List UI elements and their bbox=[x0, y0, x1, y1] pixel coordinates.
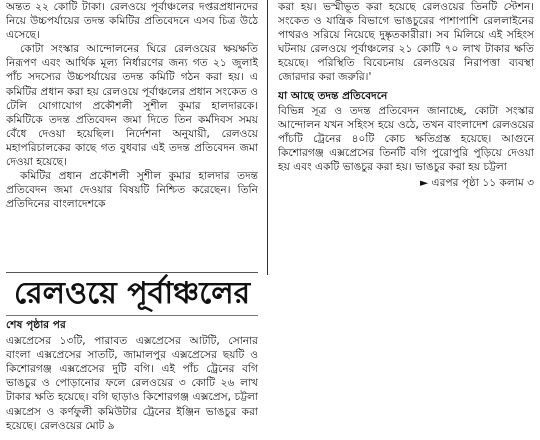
left-article-column bbox=[6, 0, 258, 272]
continued-from-label: শেষ পৃষ্ঠার পর bbox=[6, 319, 66, 331]
headline-divider bbox=[6, 315, 258, 316]
continuation-article bbox=[6, 318, 258, 440]
continuation-headline: রেলওয়ে পূর্বাঞ্চলের bbox=[14, 276, 251, 311]
paragraph: এক্সপ্রেসের ১৩টি, পারাবত এক্সপ্রেসের আটটি, সোনার বাংলা এক্সপ্রেসের সাতটি, জামালপুর এক্সপ্রেসের ছয়টি ও কিশোরগঞ্জ এক্সপ্রেসের দুটি বগি। এই পাঁচ ট্রেনের বগি ভাঙচুর ও পোড়ানোর ফলে রেলওয়ের ৩ কোটি ২৬ লাখ টাকার ক্ষতি হয়েছে। বগি ছাড়াও কিশোরগঞ্জ এক্সপ্রেস, চট্টলা এক্সপ্রেস ও কর্ণফুলী কমিউটার ট্রেনের ইঞ্জিন ভাঙচুর করা হয়েছে। রেলওয়ের মোট ৯ bbox=[6, 335, 258, 432]
paragraph: করা হয়। ভস্মীভূত করা হয়েছে রেলওয়ের তিনটি স্টেশন। সংকেত ও যান্ত্রিক বিভাগে ভাঙচুরের পাশাপাশি রেললাইনের পাথরও সরিয়ে নিয়েছে দুষ্কৃতকারীরা। সব মিলিয়ে এই সহিংস ঘটনায় রেলওয়ে পূর্বাঞ্চলের ২১ কোটি ৭০ লাখ টাকার ক্ষতি হয়েছে। পরিস্থিতি বিবেচনায় রেলওয়ের নিরাপত্তা ব্যবস্থা জোরদার করা জরুরি।' bbox=[278, 1, 534, 84]
section-subhead: যা আছে তদন্ত প্রতিবেদনে bbox=[278, 89, 388, 102]
column-divider bbox=[267, 0, 268, 275]
section-divider bbox=[6, 272, 258, 273]
paragraph: কোটা সংস্কার আন্দোলনের ঘিরে রেলওয়ের ক্ষয়ক্ষতি নিরূপণ এবং আর্থিক মূল্য নির্ধারণের জন্য গত ২১ জুলাই পাঁচ সদস্যের উচ্চপর্যায়ের তদন্ত কমিটি গঠন করা হয়। এ কমিটির প্রধান করা হয় রেলওয়ে পূর্বাঞ্চলের প্রধান সংকেত ও টেলি যোগাযোগ প্রকৌশলী সুশীল কুমার হালদারকে। কমিটিকে তদন্ত প্রতিবেদন জমা দিতে তিন কর্মদিবস সময় বেঁধে দেওয়া হয়েছিল। নির্দেশনা অনুযায়ী, রেলওয়ে মহাপরিচালকের কাছে গত বুধবার এই তদন্ত প্রতিবেদন জমা দেওয়া হয়েছে। bbox=[6, 43, 258, 169]
continued-on-page-line: ► এরপর পৃষ্ঠা ১১ কলাম ৩ bbox=[420, 177, 534, 190]
right-article-column bbox=[278, 0, 534, 250]
paragraph: বিভিন্ন সূত্র ও তদন্ত প্রতিবেদন জানাচ্ছে, কোটা সংস্কার আন্দোলন যখন সহিংস হয়ে ওঠে, তখন বাংলাদেশ রেলওয়ের পাঁচটি ট্রেনের ৪০টি কোচ ক্ষতিগ্রস্ত হয়েছে। আগুনে কিশোরগঞ্জ এক্সপ্রেসের তিনটি বগি পুরোপুরি পুড়িয়ে দেওয়া হয় এবং একটি ভাঙচুর করা হয়। ভাঙচুর করা হয় চট্টলা bbox=[278, 104, 534, 174]
paragraph: কমিটির প্রধান প্রকৌশলী সুশীল কুমার হালদার তদন্ত প্রতিবেদন জমা দেওয়ার বিষয়টি নিশ্চিত করেছেন। তিনি প্রতিদিনের বাংলাদেশকে bbox=[6, 170, 258, 211]
paragraph: অন্তত ২২ কোটি টাকা। রেলওয়ে পূর্বাঞ্চলের দপ্তরপ্রধানদের নিয়ে উচ্চপর্যায়ের তদন্ত কমিটির প্রতিবেদনে এসব চিত্র উঠে এসেছে। bbox=[6, 1, 258, 42]
